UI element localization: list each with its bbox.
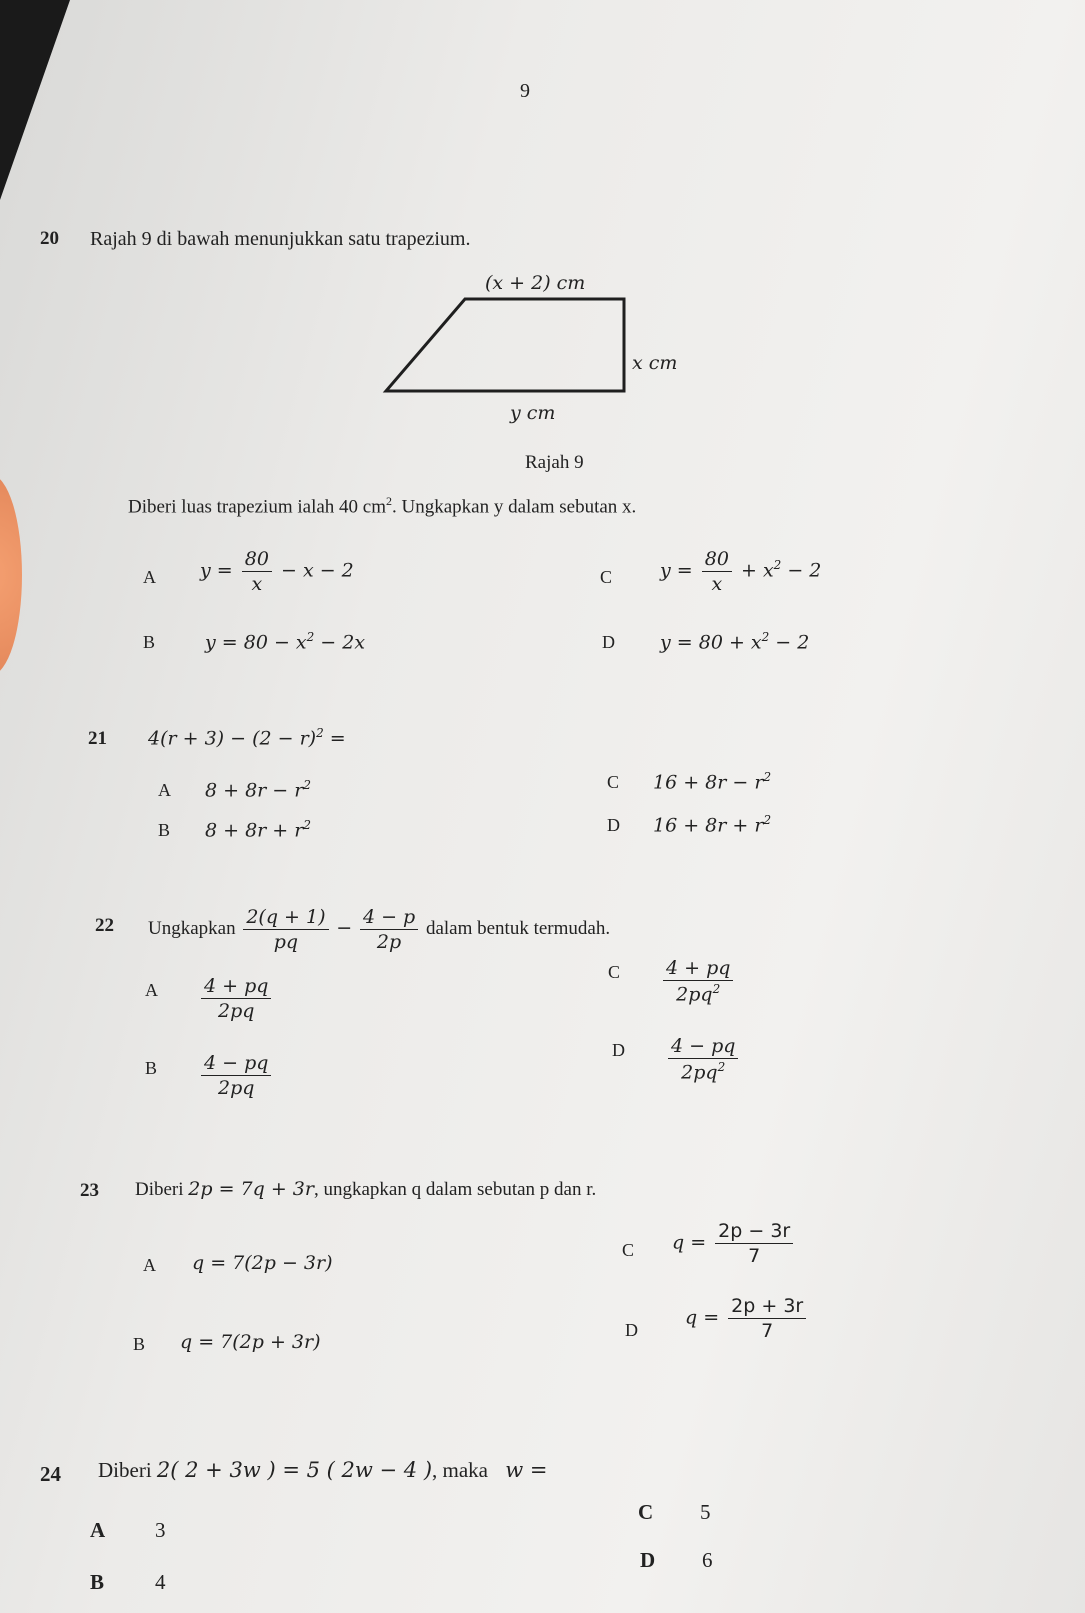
q20-a-den: x xyxy=(251,573,263,595)
q23-c-pre: q = xyxy=(672,1231,707,1254)
q22-d-sup: 2 xyxy=(717,1060,726,1074)
q21-option-a-letter: A xyxy=(158,780,171,800)
q22-post: dalam bentuk termudah. xyxy=(425,917,611,939)
q23-option-a-letter: A xyxy=(143,1255,156,1275)
q23-stem xyxy=(135,1178,596,1201)
q22-fraction-2 xyxy=(360,906,418,953)
q20-prompt-sup: 2 xyxy=(386,494,392,508)
finger-in-photo xyxy=(0,475,22,675)
page-shadow xyxy=(0,0,70,200)
q20-prompt-a: Diberi luas trapezium ialah 40 cm xyxy=(128,496,386,518)
q20-c-post: + x xyxy=(740,559,774,582)
q20-option-d xyxy=(660,630,809,653)
q23-d-den: 7 xyxy=(761,1320,774,1342)
trapezium-diagram xyxy=(380,295,630,395)
q21-option-d-letter: D xyxy=(607,815,620,835)
q22-f2-num: 4 − p xyxy=(360,906,418,930)
q21-number: 21 xyxy=(88,728,107,749)
q20-prompt-b: . Ungkapkan y dalam sebutan x. xyxy=(392,496,637,518)
q21-d-sup: 2 xyxy=(763,813,772,827)
q22-option-a-letter: A xyxy=(145,980,158,1000)
q23-pre: Diberi xyxy=(135,1179,184,1200)
q21-a-sup: 2 xyxy=(303,778,311,792)
q24-option-d: 6 xyxy=(702,1548,713,1572)
q21-option-b xyxy=(205,818,311,841)
q22-option-c-letter: C xyxy=(608,962,621,982)
q20-a-pre: y = xyxy=(200,559,233,582)
q24-option-c: 5 xyxy=(700,1500,711,1524)
q22-option-d xyxy=(665,1035,741,1083)
q22-f2-den: 2p xyxy=(376,931,402,953)
q22-c-sup: 2 xyxy=(712,982,721,996)
q21-stem xyxy=(148,726,346,749)
q22-b-fraction xyxy=(201,1052,271,1099)
q21-stem-sup: 2 xyxy=(316,726,324,740)
q23-c-num: 2p − 3r xyxy=(715,1220,793,1244)
q23-option-c xyxy=(672,1220,796,1267)
q20-a-fraction xyxy=(242,548,272,595)
q21-c-expr: 16 + 8r − r xyxy=(653,771,764,794)
q21-option-c xyxy=(653,770,771,793)
q20-option-d-letter: D xyxy=(602,632,615,652)
q23-c-den: 7 xyxy=(748,1245,761,1267)
q22-f1-num: 2(q + 1) xyxy=(243,906,328,930)
q23-post: , ungkapkan q dalam sebutan p dan r. xyxy=(313,1179,597,1200)
q20-option-b-letter: B xyxy=(143,632,156,652)
q24-option-a-letter: A xyxy=(90,1518,106,1542)
q21-c-sup: 2 xyxy=(763,770,772,784)
q24-option-b-letter: B xyxy=(90,1570,105,1594)
q21-option-d xyxy=(653,813,771,836)
q23-option-b: q = 7(2p + 3r) xyxy=(180,1331,321,1353)
q22-minus: − xyxy=(336,916,353,939)
q23-option-d xyxy=(685,1295,809,1342)
page-number: 9 xyxy=(520,80,530,102)
q23-option-d-letter: D xyxy=(625,1320,638,1340)
q20-a-num: 80 xyxy=(242,548,272,572)
q22-b-den: 2pq xyxy=(218,1077,255,1099)
q22-c-num: 4 + pq xyxy=(663,957,733,981)
q20-c-den: x xyxy=(711,573,723,595)
q20-option-c-letter: C xyxy=(600,567,613,587)
q21-a-expr: 8 + 8r − r xyxy=(205,779,304,802)
q20-c-num: 80 xyxy=(702,548,732,572)
q23-option-b-letter: B xyxy=(133,1334,146,1354)
q22-option-d-letter: D xyxy=(612,1040,625,1060)
q24-w: w = xyxy=(505,1458,548,1482)
q20-b-expr: y = 80 − x xyxy=(205,631,307,654)
trapezium-top-label: (x + 2) cm xyxy=(485,272,586,294)
q24-equation: 2( 2 + 3w ) = 5 ( 2w − 4 ) xyxy=(156,1458,433,1482)
trapezium-right-label: x cm xyxy=(632,352,678,374)
q20-prompt xyxy=(128,494,636,518)
q20-number: 20 xyxy=(40,228,59,249)
trapezium-bottom-label: y cm xyxy=(510,402,556,424)
q22-b-num: 4 − pq xyxy=(201,1052,271,1076)
q24-option-b: 4 xyxy=(155,1570,166,1594)
q21-stem-post: = xyxy=(323,727,346,750)
q23-equation: 2p = 7q + 3r xyxy=(188,1178,314,1200)
q22-number: 22 xyxy=(95,915,114,936)
q23-d-fraction xyxy=(728,1295,806,1342)
q22-d-fraction xyxy=(668,1035,738,1083)
q22-d-den: 2pq xyxy=(681,1061,718,1084)
q21-option-b-letter: B xyxy=(158,820,171,840)
q22-pre: Ungkapkan xyxy=(148,917,236,939)
q22-a-den: 2pq xyxy=(218,1000,255,1022)
q24-number: 24 xyxy=(40,1462,61,1486)
q23-d-pre: q = xyxy=(685,1306,720,1329)
q20-c-fraction xyxy=(702,548,732,595)
q24-post: , maka xyxy=(432,1458,488,1482)
q20-d-expr: y = 80 + x xyxy=(660,631,762,654)
q22-fraction-1 xyxy=(243,906,328,953)
q20-c-sup: 2 xyxy=(773,558,782,573)
q20-a-post: − x − 2 xyxy=(280,559,354,582)
q22-option-c xyxy=(660,957,736,1005)
q20-b-sup: 2 xyxy=(306,630,315,644)
q22-c-den: 2pq xyxy=(676,983,713,1006)
q20-c-pre: y = xyxy=(660,559,693,582)
q20-b-post: − 2x xyxy=(314,631,366,654)
q22-option-b xyxy=(198,1052,274,1099)
q21-option-c-letter: C xyxy=(607,772,620,792)
q22-d-num: 4 − pq xyxy=(668,1035,738,1059)
q21-option-a xyxy=(205,778,311,801)
q22-c-fraction xyxy=(663,957,733,1005)
q23-option-c-letter: C xyxy=(622,1240,635,1260)
q20-option-a-letter: A xyxy=(143,567,156,587)
q23-c-fraction xyxy=(715,1220,793,1267)
q21-b-expr: 8 + 8r + r xyxy=(205,819,304,842)
q24-option-c-letter: C xyxy=(638,1500,654,1524)
q23-number: 23 xyxy=(80,1180,99,1201)
q23-d-num: 2p + 3r xyxy=(728,1295,806,1319)
q20-c-post2: − 2 xyxy=(781,559,822,582)
figure-caption: Rajah 9 xyxy=(525,452,584,473)
q20-d-sup: 2 xyxy=(761,630,770,644)
q24-option-d-letter: D xyxy=(640,1548,656,1572)
q22-a-fraction xyxy=(201,975,271,1022)
q22-f1-den: pq xyxy=(273,931,299,953)
q22-option-b-letter: B xyxy=(145,1058,158,1078)
q21-d-expr: 16 + 8r + r xyxy=(653,814,764,837)
q21-b-sup: 2 xyxy=(303,818,311,832)
q22-option-a xyxy=(198,975,274,1022)
q24-option-a: 3 xyxy=(155,1518,166,1542)
q21-stem-expr: 4(r + 3) − (2 − r) xyxy=(148,727,317,750)
q22-a-num: 4 + pq xyxy=(201,975,271,999)
q20-d-post: − 2 xyxy=(769,631,810,654)
q20-text: Rajah 9 di bawah menunjukkan satu trapezium. xyxy=(90,228,471,250)
q20-option-c xyxy=(660,548,821,595)
q22-stem xyxy=(148,906,610,953)
q20-option-b xyxy=(205,630,365,653)
q20-option-a xyxy=(200,548,354,595)
q24-stem xyxy=(98,1458,548,1483)
q24-pre: Diberi xyxy=(98,1458,152,1482)
q23-option-a: q = 7(2p − 3r) xyxy=(192,1252,333,1274)
